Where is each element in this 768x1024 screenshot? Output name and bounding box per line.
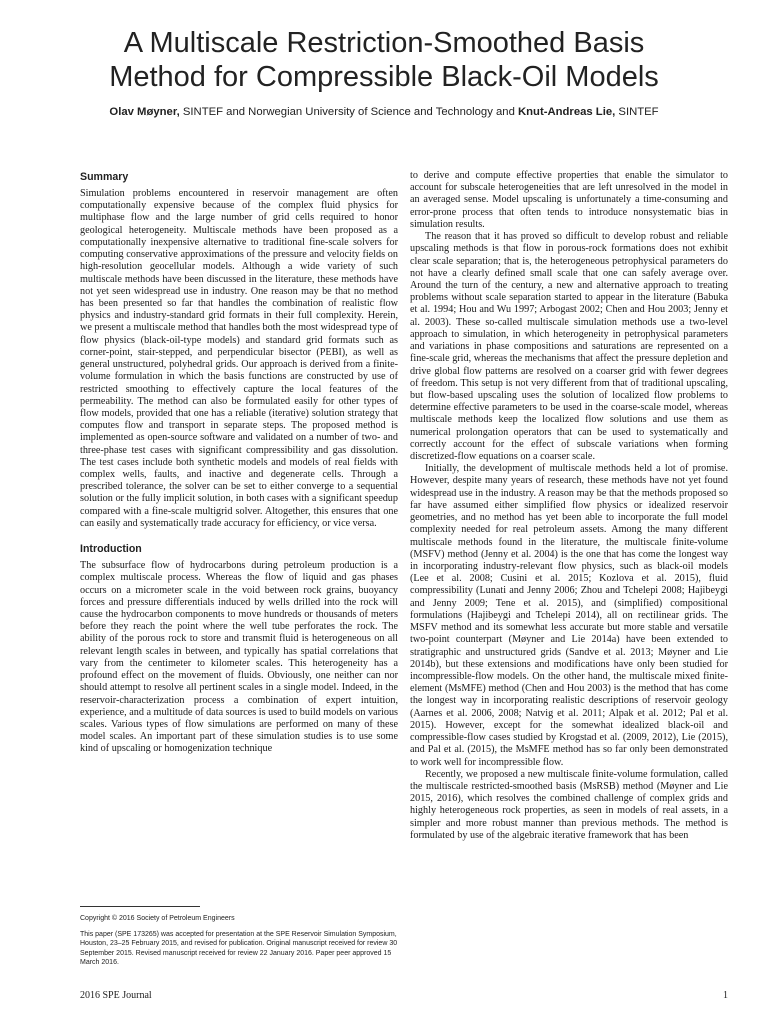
right-column bbox=[410, 170, 728, 970]
introduction-paragraph-4: Recently, we proposed a new multiscale finite-volume formulation, called the multiscale restricted-smoothed basis (MsRSB) method (Møyner and Lie 2015, 2016), which resolves the combined challenge of complex grids and highly heterogeneous rock properties, as seen in models of real assets, in a simpler and more robust manner than previous methods. The method is formulated by use of the algebraic iterative framework that has been bbox=[410, 768, 728, 841]
introduction-heading: Introduction bbox=[80, 543, 142, 556]
introduction-paragraph-3: Initially, the development of multiscale methods held a lot of promise. However, despite many years of research, these methods have not yet found widespread use in the industry. A reason may be that the methods proposed so far have assumed either simplified flow physics or idealized reservoir geometries, and no method has yet been able to incorporate the full model complexity needed for real petroleum assets. Among the many different multiscale methods found in the literature, the multiscale finite-volume (MSFV) method (Jenny et al. 2004) is the one that has come the longest way in incorporating industry-relevant flow physics, such as black-oil models (Lee et al. 2008; Cusini et al. 2015; Kozlova et al. 2015), fluid compressibility (Lunati and Jenny 2006; Zhou and Tchelepi 2008; Hajibeygi and Jenny 2009; Tene et al. 2015), and (simplified) compositional formulations (Hajibeygi and Tchelepi 2014), all on rectilinear grids. The MSFV method and its somewhat less accurate but more stable and versatile two-point counterpart (Møyner and Lie 2014a) have been extended to stratigraphic and unstructured grids (Sandve et al. 2013; Møyner and Lie 2014b), but these extensions and modifications have only been studied for incompressible-flow models. On the other hand, the multiscale mixed finite-element (MsMFE) method (Chen and Hou 2003) is the method that has come the longest way in incorporating realistic descriptions of reservoir geology (Aarnes et al. 2006, 2008; Natvig et al. 2011; Alpak et al. 2012; Pal et al. 2015). However, except for the somewhat idealized black-oil and compressible-flow cases studied by Krogstad et al. (2009, 2012), Lie (2015), and Pal et al. (2015), the MsMFE method has so far only been demonstrated to work well for incompressible flow. bbox=[410, 463, 728, 768]
left-column bbox=[80, 170, 398, 970]
paper-title bbox=[40, 26, 728, 94]
author-name-2: Knut-Andreas Lie, bbox=[517, 106, 616, 118]
footnote-divider bbox=[80, 906, 200, 907]
author-affiliation-1: SINTEF and Norwegian University of Science and Technology and bbox=[179, 106, 518, 118]
paper-title-line-1: A Multiscale Restriction-Smoothed Basis bbox=[123, 27, 645, 59]
author-affiliation-2: SINTEF bbox=[615, 106, 659, 118]
publication-history-note: This paper (SPE 173265) was accepted for presentation at the SPE Reservoir Simulation Symposium, Houston, 23–25 February 2015, and revised for publication. Original manuscript received for review 30 September 2015. Revised manuscript received for review 22 January 2016. Paper peer approved 15 March 2016. bbox=[80, 930, 398, 967]
author-line bbox=[30, 105, 738, 119]
introduction-paragraph-1: The subsurface flow of hydrocarbons during petroleum production is a complex multiscale process. Whereas the flow of liquid and gas phases occurs on a micrometer scale in the void between rock grains, buoyancy forces and pressure differentials induced by wells drilled into the rock will cause the hydrocarbon components to move hundreds or thousands of meters before they reach the point where the well tube perforates the rock. The ability of the porous rock to store and transmit fluid is heterogeneous on all relevant length scales in between, and typically has spatial correlations that vary from the centimeter to kilometer scales. This heterogeneity has a profound effect on the movement of fluids. Obviously, one neither can nor should attempt to resolve all pertinent scales in a single model. Indeed, in the reservoir-characterization process a combination of expert intuition, experience, and a multitude of data sources is used to build models on various scales. Various types of flow simulations are performed on many of these model scales. An important part of these simulation studies is to use some kind of upscaling or homogenization technique bbox=[80, 560, 398, 755]
summary-heading: Summary bbox=[80, 171, 129, 183]
introduction-paragraph-2: The reason that it has proved so difficult to develop robust and reliable upscaling methods is that flow in porous-rock formations does not exhibit clear scale separation; that is, the heterogeneous petrophysical parameters do not have a clearly defined small scale that one can safely average over. Around the turn of the century, a new and alternative approach to treating problems without scale separation started to appear in the literature (Babuka et al. 1994; Hou and Wu 1997; Arbogast 2002; Chen and Hou 2003; Jenny et al. 2003). These so-called multiscale simulation methods use a two-level approach to simulation, in which heterogeneity in petrophysical parameters and variations in phase compositions and saturations are represented on a fine-scale grid, whereas the mechanisms that affect the pressure depletion and drive global flow patterns are resolved on a coarser grid with fewer degrees of freedom. This setup is not very different from that of traditional upscaling, but flow-based upscaling uses the solution of localized flow problems to determine effective parameters to be used in the coarse-scale model, whereas multiscale methods keep the localized flow solutions and use them as numerical prolongation operators that can be used to systematically and correctly account for the effect of subscale variations when forming discretized-flow equations on a coarser scale. bbox=[410, 231, 728, 463]
page-number: 1 bbox=[723, 990, 728, 1001]
summary-paragraph: Simulation problems encountered in reservoir management are often computationally expensive because of the complex fluid physics for multiphase flow and the large number of grid cells required to honor geological heterogeneity. Multiscale methods have been proposed as a computationally inexpensive alternative to traditional fine-scale solvers for computing conservative approximations of the pressure and velocity fields on high-resolution geocellular models. Although a wide variety of such multiscale methods have been discussed in the literature, these methods have not yet seen widespread use in industry. One reason may be that no method has been presented so far that handles the combination of realistic flow physics and industry-standard grid formats in their full complexity. Herein, we present a multiscale method that handles both the most widespread type of flow physics (black-oil-type models) and standard grid formats such as corner-point, stair-stepped, and perpendicular bisector (PEBI), as well as general unstructured, polyhedral grids. Our approach is derived from a finite-volume formulation in which the basis functions are constructed by use of restricted smoothing to effectively capture the local features of the permeability. The method can also be formulated easily for other types of flow models, provided that one has a reliable (iterative) solution strategy that computes flow and transport in separate steps. The proposed method is implemented as open-source software and validated on a number of two- and three-phase test cases with significant compressibility and gas dissolution. The test cases include both synthetic models and models of real fields with complex wells, faults, and inactive and degenerate cells. Through a prescribed tolerance, the solver can be set to either converge to a sequential solution or the fully implicit solution, in both cases with a significant speedup compared with a fine-scale multigrid solver. Altogether, this ensures that one can easily and systematically trade accuracy for efficiency, or vice versa. bbox=[80, 188, 398, 529]
author-name-1: Olav Møyner, bbox=[109, 106, 180, 118]
introduction-paragraph-1-continued: to derive and compute effective properties that enable the simulator to account for subscale heterogeneities that are left unresolved in the model in an averaged sense. Model upscaling is unfortunately a time-consuming and error-prone process that often tends to introduce nonsystematic bias in simulation results. bbox=[410, 170, 728, 230]
footnotes bbox=[80, 914, 398, 974]
paper-title-line-2: Method for Compressible Black-Oil Models bbox=[109, 61, 659, 93]
journal-footer: 2016 SPE Journal bbox=[80, 990, 152, 1001]
copyright-note: Copyright © 2016 Society of Petroleum Engineers bbox=[80, 915, 235, 922]
